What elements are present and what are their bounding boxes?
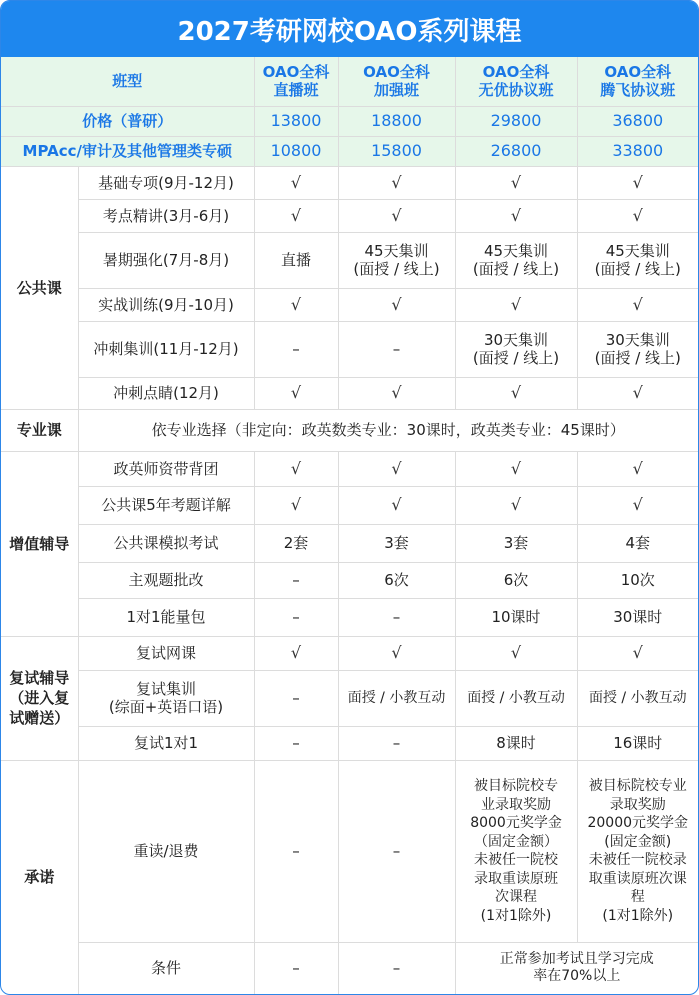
cell-value: √ [338,486,455,524]
cell-value: √ [455,486,577,524]
price-label: MPAcc/审计及其他管理类专硕 [1,136,254,166]
table-row [1,670,698,726]
cell-value: – [254,726,338,760]
item-label: 暑期强化(7月-8月) [78,232,254,288]
item-label: 主观题批改 [78,562,254,598]
cell-value: 面授 / 小教互动 [338,670,455,726]
cell-value: √ [254,486,338,524]
cell-value: – [338,598,455,636]
table-row [1,598,698,636]
item-label: 政英师资带背团 [78,451,254,486]
item-label: 1对1能量包 [78,598,254,636]
category-valueadd: 增值辅导 [1,451,78,636]
category-public: 公共课 [1,166,78,409]
cell-value: 被目标院校专 业录取奖励 8000元奖学金 （固定金额） 未被任一院校 录取重读原班 次课程 (1对1除外) [455,760,577,942]
cell-value: √ [338,636,455,670]
cell-value: 8课时 [455,726,577,760]
cell-value: 10课时 [455,598,577,636]
item-label: 冲刺点睛(12月) [78,377,254,409]
price-value: 18800 [338,106,455,136]
cell-value: √ [338,288,455,321]
cell-value: √ [254,288,338,321]
cell-value: – [254,598,338,636]
cell-value: 3套 [338,524,455,562]
table-row [1,288,698,321]
cell-value: – [338,760,455,942]
header-row [1,57,698,106]
cell-value: – [338,321,455,377]
cell-value: √ [577,377,698,409]
cell-value: 面授 / 小教互动 [577,670,698,726]
table-row [1,636,698,670]
cell-value: – [338,726,455,760]
item-label: 复试网课 [78,636,254,670]
cell-value: √ [455,166,577,199]
item-label: 公共课模拟考试 [78,524,254,562]
item-label: 复试集训 (综面+英语口语) [78,670,254,726]
cell-value: √ [577,288,698,321]
price-value: 26800 [455,136,577,166]
cell-value: 直播 [254,232,338,288]
page-title: 2027考研网校OAO系列课程 [1,1,698,57]
category-promise: 承诺 [1,760,78,994]
cell-value: 4套 [577,524,698,562]
price-value: 10800 [254,136,338,166]
cell-value: – [254,670,338,726]
category-retest: 复试辅导 （进入复 试赠送） [1,636,78,760]
header-col-2: OAO全科 加强班 [338,57,455,106]
cell-value: √ [338,451,455,486]
cell-value: – [254,760,338,942]
item-label: 冲刺集训(11月-12月) [78,321,254,377]
cell-value: – [254,942,338,994]
table-row [1,942,698,994]
cell-value: √ [577,636,698,670]
cell-value: √ [577,451,698,486]
header-col-3: OAO全科 无优协议班 [455,57,577,106]
price-value: 33800 [577,136,698,166]
cell-value: √ [455,636,577,670]
cell-value: 30课时 [577,598,698,636]
cell-value: √ [455,288,577,321]
header-label: 班型 [1,57,254,106]
cell-value: √ [455,451,577,486]
cell-value: √ [577,199,698,232]
cell-value: √ [338,377,455,409]
cell-value: √ [338,166,455,199]
item-label: 基础专项(9月-12月) [78,166,254,199]
price-row [1,136,698,166]
cell-value: 6次 [338,562,455,598]
cell-value: – [338,942,455,994]
price-value: 15800 [338,136,455,166]
table-row [1,562,698,598]
course-table [1,57,698,995]
item-label: 重读/退费 [78,760,254,942]
cell-value: 45天集训 (面授 / 线上) [455,232,577,288]
table-row [1,486,698,524]
cell-value: 6次 [455,562,577,598]
item-label: 实战训练(9月-10月) [78,288,254,321]
category-major: 专业课 [1,409,78,451]
table-row [1,321,698,377]
cell-value: √ [254,199,338,232]
cell-value: √ [577,166,698,199]
price-label: 价格（普研） [1,106,254,136]
table-row [1,377,698,409]
major-description: 依专业选择（非定向：政英数类专业：30课时，政英类专业：45课时） [78,409,698,451]
header-col-1: OAO全科 直播班 [254,57,338,106]
cell-value: √ [254,636,338,670]
table-row [1,524,698,562]
price-value: 36800 [577,106,698,136]
condition-merged: 正常参加考试且学习完成 率在70%以上 [455,942,698,994]
item-label: 考点精讲(3月-6月) [78,199,254,232]
table-row [1,232,698,288]
header-col-4: OAO全科 腾飞协议班 [577,57,698,106]
table-row [1,166,698,199]
cell-value: √ [254,377,338,409]
cell-value: 45天集训 (面授 / 线上) [577,232,698,288]
cell-value: 面授 / 小教互动 [455,670,577,726]
cell-value: √ [254,166,338,199]
cell-value: – [254,321,338,377]
cell-value: √ [254,451,338,486]
cell-value: √ [338,199,455,232]
item-label: 复试1对1 [78,726,254,760]
cell-value: 被目标院校专业 录取奖励 20000元奖学金 (固定金额) 未被任一院校录 取重读原班次课 程 (1对1除外) [577,760,698,942]
item-label: 公共课5年考题详解 [78,486,254,524]
cell-value: √ [577,486,698,524]
table-row [1,199,698,232]
cell-value: 3套 [455,524,577,562]
table-row [1,760,698,942]
table-row [1,451,698,486]
table-row [1,726,698,760]
item-label: 条件 [78,942,254,994]
cell-value: √ [455,377,577,409]
price-row [1,106,698,136]
price-value: 13800 [254,106,338,136]
cell-value: 30天集训 (面授 / 线上) [455,321,577,377]
cell-value: 45天集训 (面授 / 线上) [338,232,455,288]
cell-value: 10次 [577,562,698,598]
cell-value: 2套 [254,524,338,562]
cell-value: 30天集训 (面授 / 线上) [577,321,698,377]
cell-value: 16课时 [577,726,698,760]
cell-value: – [254,562,338,598]
table-row [1,409,698,451]
cell-value: √ [455,199,577,232]
price-value: 29800 [455,106,577,136]
